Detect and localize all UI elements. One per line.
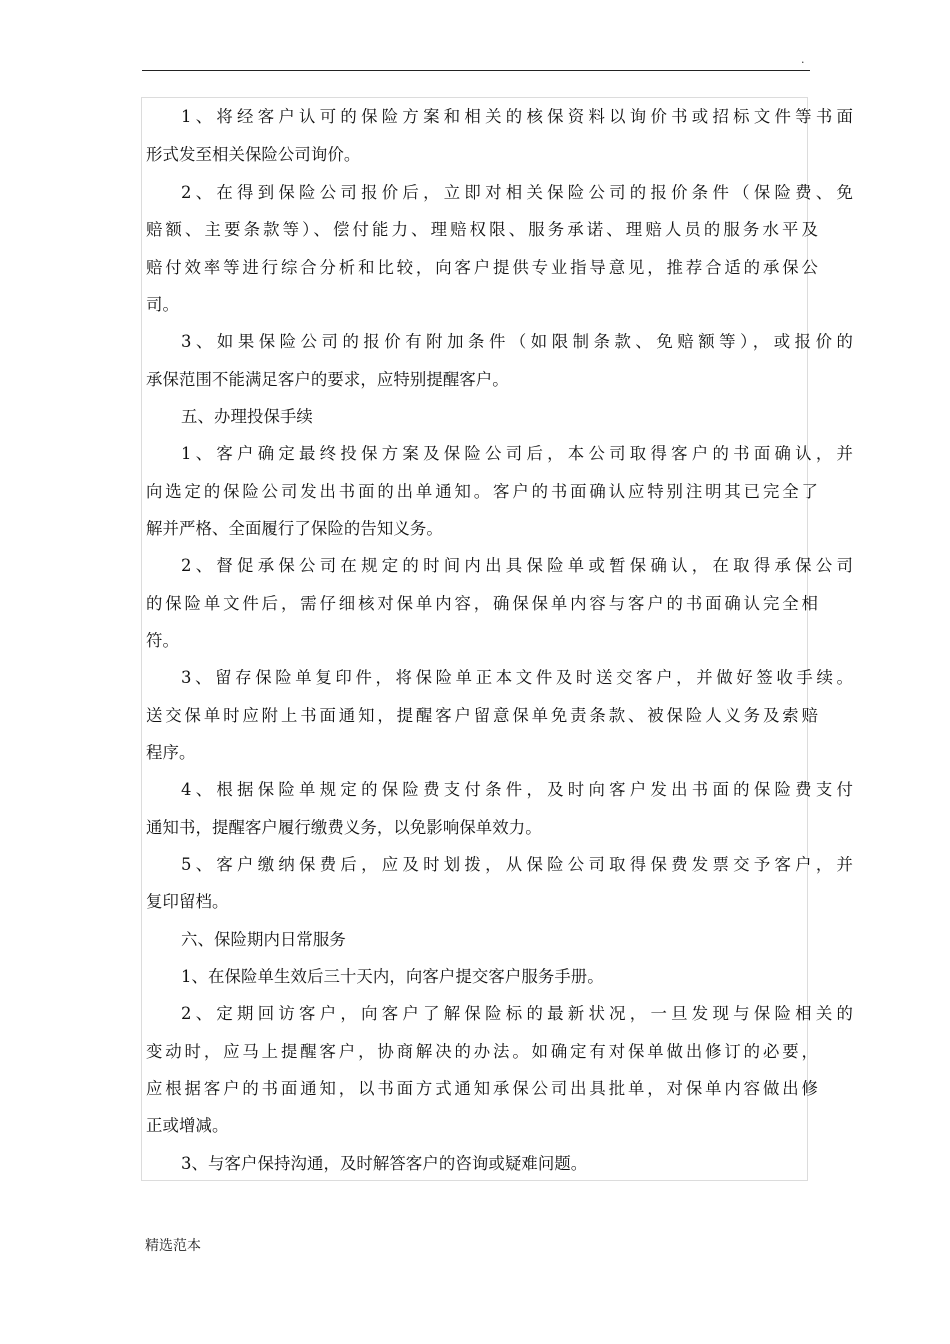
paragraph-line: 复印留档。 <box>146 892 229 911</box>
paragraph-line: 司。 <box>146 295 179 314</box>
paragraph-line: 形式发至相关保险公司询价。 <box>146 145 361 164</box>
paragraph-line: 变动时，应马上提醒客户，协商解决的办法。如确定有对保单做出修订的必要， <box>146 1042 818 1061</box>
paragraph-line: 送交保单时应附上书面通知，提醒客户留意保单免责条款、被保险人义务及索赔 <box>146 706 818 725</box>
paragraph-line: 2、在得到保险公司报价后，立即对相关保险公司的报价条件（保险费、免 <box>181 183 853 202</box>
paragraph-line: 赔付效率等进行综合分析和比较，向客户提供专业指导意见，推荐合适的承保公 <box>146 258 818 277</box>
paragraph-line: 承保范围不能满足客户的要求，应特别提醒客户。 <box>146 370 509 389</box>
paragraph-line: 1、客户确定最终投保方案及保险公司后，本公司取得客户的书面确认，并 <box>181 444 853 463</box>
paragraph-line: 2、定期回访客户，向客户了解保险标的最新状况，一旦发现与保险相关的 <box>181 1004 853 1023</box>
paragraph-line: 通知书，提醒客户履行缴费义务，以免影响保单效力。 <box>146 818 542 837</box>
paragraph-line: 赔额、主要条款等）、偿付能力、理赔权限、服务承诺、理赔人员的服务水平及 <box>146 220 818 239</box>
section-heading: 六、保险期内日常服务 <box>181 930 346 949</box>
paragraph-line: 程序。 <box>146 743 196 762</box>
paragraph-line: 的保险单文件后，需仔细核对保单内容，确保保单内容与客户的书面确认完全相 <box>146 594 818 613</box>
header-rule <box>142 70 810 71</box>
paragraph-line: 3、与客户保持沟通，及时解答客户的咨询或疑难问题。 <box>181 1154 588 1173</box>
paragraph-line: 向选定的保险公司发出书面的出单通知。客户的书面确认应特别注明其已完全了 <box>146 482 818 501</box>
paragraph-line: 符。 <box>146 631 179 650</box>
paragraph-line: 解并严格、全面履行了保险的告知义务。 <box>146 519 443 538</box>
paragraph-line: 1、在保险单生效后三十天内，向客户提交客户服务手册。 <box>181 967 604 986</box>
paragraph-line: 2、督促承保公司在规定的时间内出具保险单或暂保确认，在取得承保公司 <box>181 556 853 575</box>
paragraph-line: 正或增减。 <box>146 1116 229 1135</box>
paragraph-line: 5、客户缴纳保费后，应及时划拨，从保险公司取得保费发票交予客户，并 <box>181 855 853 874</box>
section-heading: 五、办理投保手续 <box>181 407 313 426</box>
paragraph-line: 1、将经客户认可的保险方案和相关的核保资料以询价书或招标文件等书面 <box>181 107 853 126</box>
paragraph-line: 3、留存保险单复印件，将保险单正本文件及时送交客户，并做好签收手续。 <box>181 668 853 687</box>
paragraph-line: 3、如果保险公司的报价有附加条件（如限制条款、免赔额等），或报价的 <box>181 332 853 351</box>
header-mark: . <box>801 53 805 66</box>
page-footer: 精选范本 <box>145 1238 201 1254</box>
paragraph-line: 应根据客户的书面通知，以书面方式通知承保公司出具批单，对保单内容做出修 <box>146 1079 818 1098</box>
paragraph-line: 4、根据保险单规定的保险费支付条件，及时向客户发出书面的保险费支付 <box>181 780 853 799</box>
